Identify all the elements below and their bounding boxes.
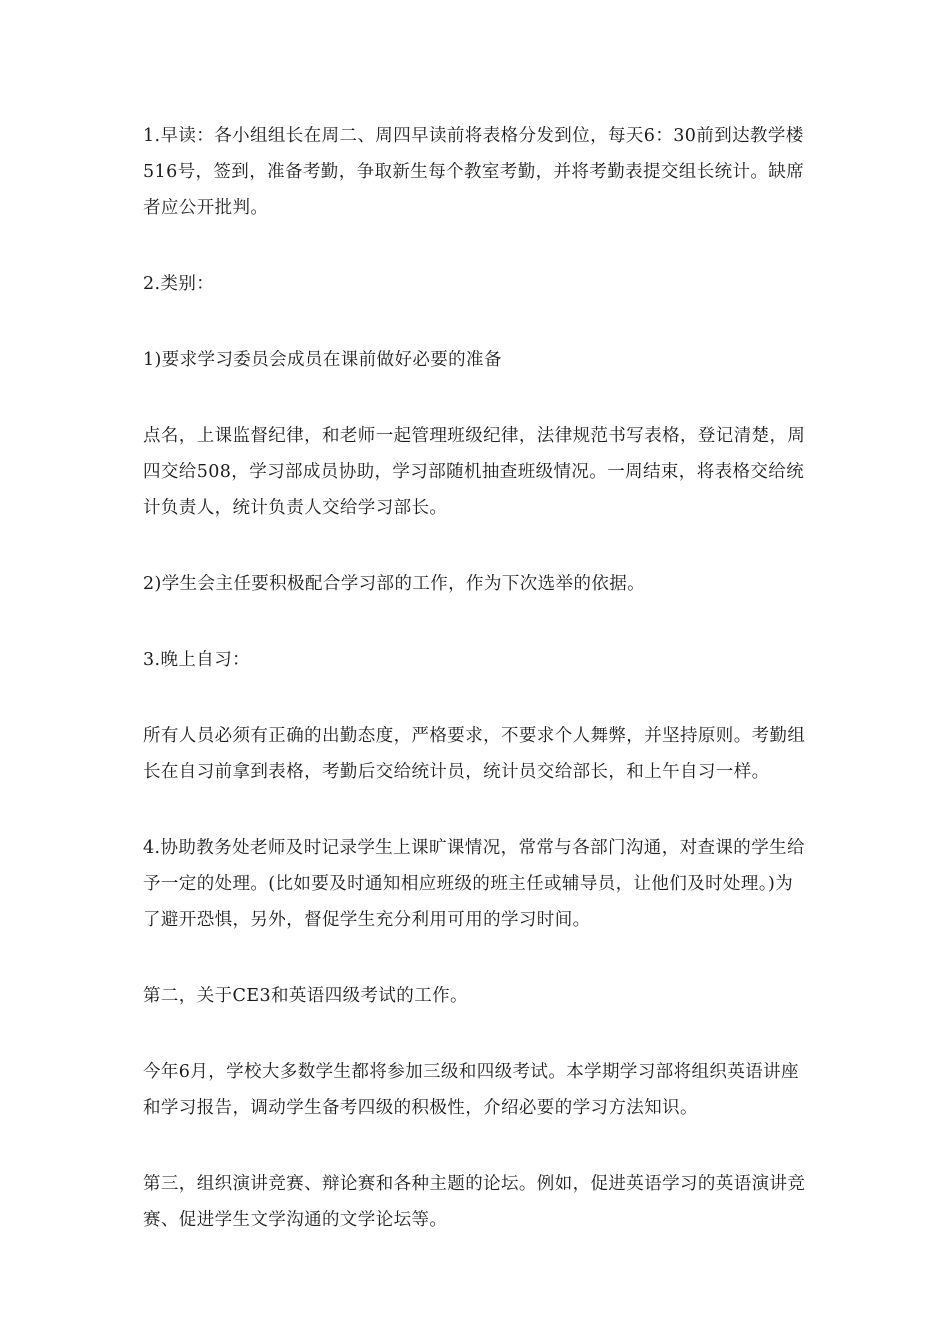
paragraph-evening-study-heading: 3.晚上自习：	[143, 650, 250, 670]
paragraph-director-cooperation: 2)学生会主任要积极配合学习部的工作，作为下次选举的依据。	[143, 574, 646, 594]
document-body	[143, 118, 808, 1278]
paragraph-category-heading: 2.类别：	[143, 274, 215, 294]
paragraph-june-exams: 今年6月，学校大多数学生都将参加三级和四级考试。本学期学习部将组织英语讲座和学习报告，调动学生备考四级的积极性，介绍必要的学习方法知识。	[143, 1062, 799, 1118]
paragraph-attendance-attitude: 所有人员必须有正确的出勤态度，严格要求，不要求个人舞弊，并坚持原则。考勤组长在自习前拿到表格，考勤后交给统计员，统计员交给部长，和上午自习一样。	[143, 726, 806, 782]
paragraph-roll-call: 点名，上课监督纪律，和老师一起管理班级纪律，法律规范书写表格，登记清楚，周四交给508，学习部成员协助，学习部随机抽查班级情况。一周结束，将表格交给统计负责人，统计负责人交给学习部长。	[143, 426, 806, 518]
paragraph-third-competitions: 第三，组织演讲竞赛、辩论赛和各种主题的论坛。例如，促进英语学习的英语演讲竞赛、促进学生文学沟通的文学论坛等。	[143, 1174, 806, 1230]
paragraph-second-ce3: 第二，关于CE3和英语四级考试的工作。	[143, 986, 468, 1006]
paragraph-morning-reading: 1.早读：各小组组长在周二、周四早读前将表格分发到位，每天6：30前到达教学楼516号，签到，准备考勤，争取新生每个教室考勤，并将考勤表提交组长统计。缺席者应公开批判。	[143, 126, 805, 218]
paragraph-academic-affairs: 4.协助教务处老师及时记录学生上课旷课情况，常常与各部门沟通，对查课的学生给予一定的处理。(比如要及时通知相应班级的班主任或辅导员，让他们及时处理。)为了避开恐惧，另外，督促学生充分利用可用的学习时间。	[143, 838, 805, 930]
paragraph-study-committee-prep: 1)要求学习委员会成员在课前做好必要的准备	[143, 350, 502, 370]
